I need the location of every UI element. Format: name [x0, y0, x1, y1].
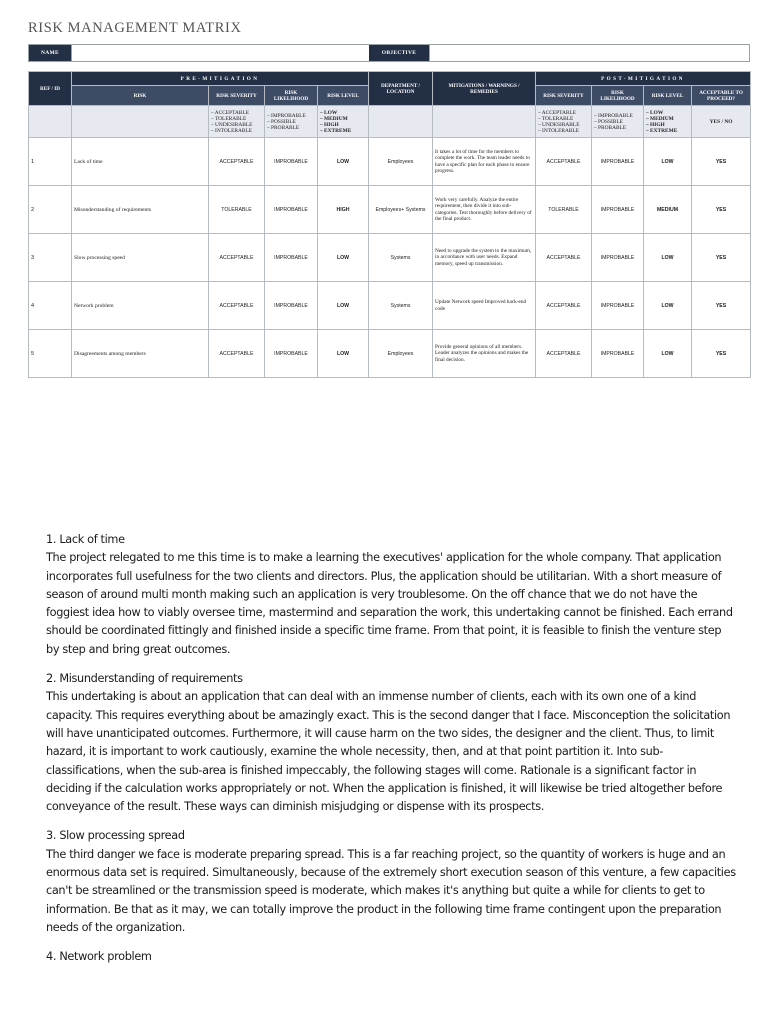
cell-department: Employees [369, 138, 433, 186]
objective-field[interactable] [429, 45, 749, 61]
header-mitigations: MITIGATIONS / WARNINGS / REMEDIES [433, 72, 536, 106]
option-item: – INTOLERABLE [211, 127, 253, 134]
cell-level: LOW [318, 234, 369, 282]
cell-post-severity: ACCEPTABLE [536, 138, 592, 186]
cell-level: LOW [318, 282, 369, 330]
cell-level: HIGH [318, 186, 369, 234]
header-severity: RISK SEVERITY [209, 86, 265, 106]
option-item: – INTOLERABLE [538, 127, 580, 134]
cell-post-severity: ACCEPTABLE [536, 282, 592, 330]
cell-risk: Lack of time [72, 138, 209, 186]
option-item: – POSSIBLE [594, 118, 623, 125]
cell-mitigation: Need to upgrade the system to the maximum, in accordance with user needs. Expand memory, speed up transmission. [433, 234, 536, 282]
options-likelihood [265, 106, 318, 138]
option-item: – HIGH [646, 121, 665, 128]
section [46, 670, 736, 816]
cell-risk: Network problem [72, 282, 209, 330]
table-row [29, 138, 751, 186]
section-text: The third danger we face is moderate preparing spread. This is a far reaching project, so the quantity of workers is huge and an enormous data set is required. Simultaneously, because of the extremely short execution season of this venture, a few capacities can't be streamlined or the transmission speed is moderate, which makes it's anything but quite a while for clients to get to information. Be that as it may, we can totally improve the product in the following time frame contingent upon the preparation needs of the organization. [46, 847, 736, 934]
options-level [318, 106, 369, 138]
options-post-severity [536, 106, 592, 138]
cell-likelihood: IMPROBABLE [265, 186, 318, 234]
option-item: – PROBABLE [267, 124, 300, 131]
header-level: RISK LEVEL [318, 86, 369, 106]
header-post-level: RISK LEVEL [644, 86, 692, 106]
header-post-likelihood: RISK LIKELIHOOD [592, 86, 644, 106]
cell-likelihood: IMPROBABLE [265, 234, 318, 282]
name-label: NAME [29, 45, 71, 61]
table-row [29, 186, 751, 234]
cell-post-likelihood: IMPROBABLE [592, 138, 644, 186]
cell-risk: Misunderstanding of requirements [72, 186, 209, 234]
options-ref [29, 106, 72, 138]
option-item: – HIGH [320, 121, 339, 128]
cell-risk: Slow processing speed [72, 234, 209, 282]
cell-post-severity: TOLERABLE [536, 186, 592, 234]
option-item: – PROBABLE [594, 124, 627, 131]
cell-severity: TOLERABLE [209, 186, 265, 234]
option-item: – POSSIBLE [267, 118, 296, 125]
section-text: The project relegated to me this time is to make a learning the executives' application for the whole company. That application incorporates full usefulness for the two clients and directors. Plus, the application should be utilitarian. With a short measure of season of around multi month making such an application is very troublesome. On the off chance that we do not have the foggiest idea how to viably oversee time, mastermind and separation the work, this undertaking cannot be finished. Each errand should be coordinated fittingly and finished inside a specific time frame. From that point, it is feasible to finish the venture step by step and bring great outcomes. [46, 551, 733, 656]
cell-acceptable: YES [692, 282, 751, 330]
option-item: – ACCEPTABLE [211, 109, 250, 116]
section [46, 531, 736, 659]
cell-severity: ACCEPTABLE [209, 138, 265, 186]
options-acceptable: YES / NO [692, 106, 751, 138]
cell-acceptable: YES [692, 138, 751, 186]
header-acceptable: ACCEPTABLE TO PROCEED? [692, 86, 751, 106]
cell-department: Employees [369, 330, 433, 378]
table-row [29, 234, 751, 282]
cell-risk: Disagreements among members [72, 330, 209, 378]
cell-severity: ACCEPTABLE [209, 282, 265, 330]
options-severity [209, 106, 265, 138]
cell-acceptable: YES [692, 330, 751, 378]
cell-likelihood: IMPROBABLE [265, 330, 318, 378]
section-text: This undertaking is about an application that can deal with an immense number of clients, each with its own one of a kind capacity. This requires everything about be amazingly exact. This is the second danger that I face. Misconception the solicitation will have unanticipated outcomes. Furthermore, it will cause harm on the two sides, the designer and the client. Thus, to limit hazard, it is important to work cautiously, examine the whole necessity, then, and at that point partition it. Into sub-classifications, when the sub-area is finished impeccably, the following stages will come. Rationale is a significant factor in deciding if the calculation works appropriately or not. When the application is finished, it will likewise be tried altogether before conveyance of the result. These ways can diminish misjudging or dispense with its prospects. [46, 690, 731, 814]
cell-acceptable: YES [692, 186, 751, 234]
option-item: – MEDIUM [646, 115, 674, 122]
option-item: – LOW [320, 109, 338, 116]
cell-department: Systems [369, 234, 433, 282]
cell-likelihood: IMPROBABLE [265, 138, 318, 186]
name-field[interactable] [71, 45, 369, 61]
cell-mitigation: Work very carefully. Analyze the entire requirement, then divide it into sub-categories. Test thoroughly before delivery of the final product. [433, 186, 536, 234]
header-post-severity: RISK SEVERITY [536, 86, 592, 106]
cell-post-level: LOW [644, 330, 692, 378]
cell-post-likelihood: IMPROBABLE [592, 234, 644, 282]
header-risk: RISK [72, 86, 209, 106]
cell-ref: 3 [29, 234, 72, 282]
section-heading: 3. Slow processing spread [46, 829, 185, 843]
option-item: – ACCEPTABLE [538, 109, 577, 116]
cell-mitigation: Update Network speed Improved back-end code [433, 282, 536, 330]
objective-label: OBJECTIVE [369, 45, 429, 61]
section [46, 827, 736, 937]
cell-department: Employees+ Systems [369, 186, 433, 234]
header-post-mitigation: POST-MITIGATION [536, 72, 751, 86]
cell-acceptable: YES [692, 234, 751, 282]
option-item: – EXTREME [320, 127, 352, 134]
cell-mitigation: Provide general opinions of all members. Leader analyzes the opinions and makes the final decision. [433, 330, 536, 378]
option-item: – LOW [646, 109, 664, 116]
header-department: DEPARTMENT / LOCATION [369, 72, 433, 106]
cell-department: Systems [369, 282, 433, 330]
cell-ref: 5 [29, 330, 72, 378]
cell-severity: ACCEPTABLE [209, 234, 265, 282]
cell-severity: ACCEPTABLE [209, 330, 265, 378]
body-text [46, 531, 736, 978]
cell-post-level: LOW [644, 282, 692, 330]
option-item: – UNDESIRABLE [538, 121, 580, 128]
cell-level: LOW [318, 330, 369, 378]
cell-post-likelihood: IMPROBABLE [592, 330, 644, 378]
cell-ref: 1 [29, 138, 72, 186]
option-item: – TOLERABLE [538, 115, 574, 122]
cell-post-level: LOW [644, 138, 692, 186]
name-objective-bar [28, 44, 750, 62]
options-mitigations [433, 106, 536, 138]
cell-post-level: MEDIUM [644, 186, 692, 234]
cell-post-likelihood: IMPROBABLE [592, 186, 644, 234]
section-heading: 2. Misunderstanding of requirements [46, 672, 243, 686]
cell-post-level: LOW [644, 234, 692, 282]
cell-mitigation: It takes a lot of time for the members to complete the work. The team leader needs to have a specific plan for each phase to ensure progress. [433, 138, 536, 186]
options-risk [72, 106, 209, 138]
cell-likelihood: IMPROBABLE [265, 282, 318, 330]
options-post-likelihood [592, 106, 644, 138]
cell-level: LOW [318, 138, 369, 186]
table-row [29, 282, 751, 330]
option-item: – TOLERABLE [211, 115, 247, 122]
cell-post-severity: ACCEPTABLE [536, 234, 592, 282]
table-row [29, 330, 751, 378]
section-heading: 4. Network problem [46, 950, 152, 964]
section-heading: 1. Lack of time [46, 533, 125, 546]
option-item: – IMPROBABLE [267, 112, 306, 119]
cell-post-severity: ACCEPTABLE [536, 330, 592, 378]
document-title: RISK MANAGEMENT MATRIX [28, 20, 242, 36]
options-post-level [644, 106, 692, 138]
option-item: – MEDIUM [320, 115, 348, 122]
options-department [369, 106, 433, 138]
section [46, 948, 736, 966]
cell-ref: 2 [29, 186, 72, 234]
header-ref: REF / ID [29, 72, 72, 106]
option-item: – UNDESIRABLE [211, 121, 253, 128]
option-item: – EXTREME [646, 127, 678, 134]
header-pre-mitigation: PRE-MITIGATION [72, 72, 369, 86]
option-item: – IMPROBABLE [594, 112, 633, 119]
risk-matrix-table [28, 71, 751, 378]
header-likelihood: RISK LIKELIHOOD [265, 86, 318, 106]
cell-post-likelihood: IMPROBABLE [592, 282, 644, 330]
cell-ref: 4 [29, 282, 72, 330]
